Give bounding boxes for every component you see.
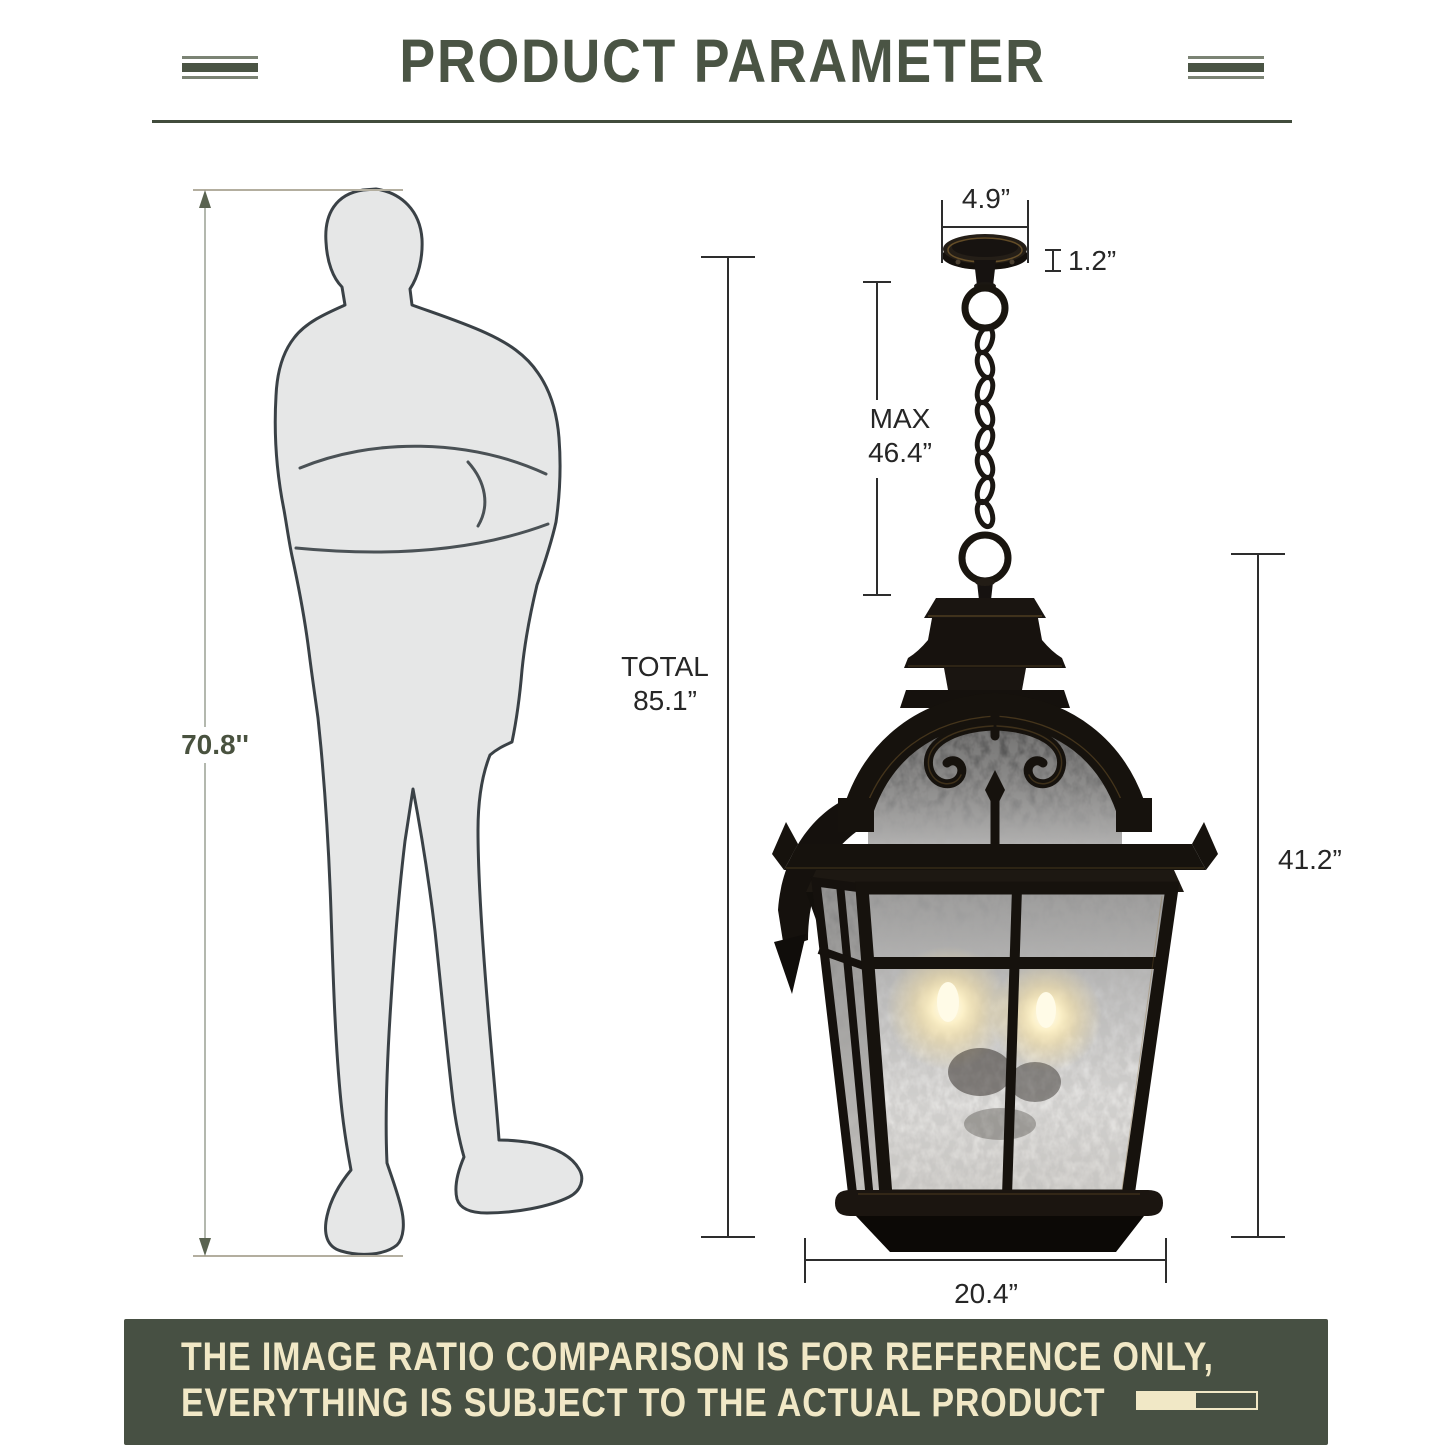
disclaimer-banner xyxy=(124,1319,1328,1445)
canopy-width-label: 4.9” xyxy=(961,183,1011,214)
disclaimer-line-2: EVERYTHING IS SUBJECT TO THE ACTUAL PRODUCT xyxy=(181,1381,1106,1425)
total-height-label: TOTAL 85.1” xyxy=(621,651,709,716)
page-title: PRODUCT PARAMETER xyxy=(399,27,1046,95)
disclaimer-text xyxy=(181,1334,1214,1426)
person-silhouette xyxy=(275,189,581,1254)
lantern-width-label: 20.4” xyxy=(954,1278,1018,1309)
chain-max-length-label: MAX 46.4” xyxy=(836,402,964,470)
loading-bar-icon xyxy=(1136,1391,1258,1410)
lantern-illustration xyxy=(772,234,1218,1252)
person-height-label: 70.8'' xyxy=(158,727,272,763)
disclaimer-line-1: THE IMAGE RATIO COMPARISON IS FOR REFERENCE ONLY, xyxy=(181,1335,1214,1379)
lantern-height-label: 41.2” xyxy=(1278,844,1342,875)
canopy-height-label: 1.2” xyxy=(1068,245,1117,276)
